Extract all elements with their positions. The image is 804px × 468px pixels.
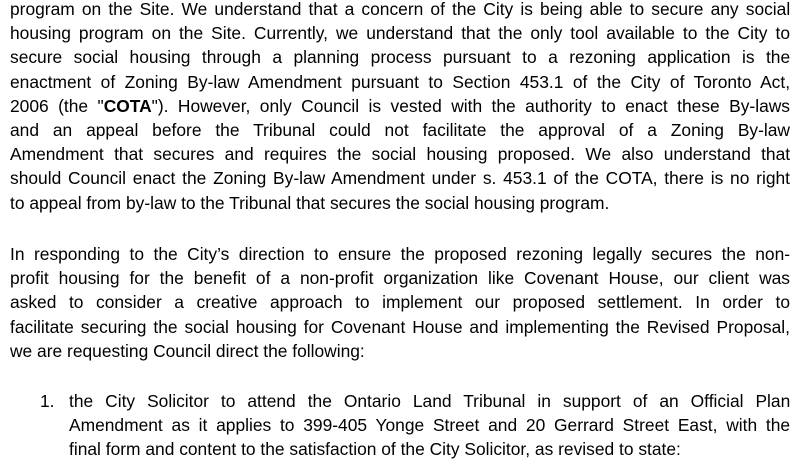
paragraph-line: should Council enact the Zoning By-law Amendment under s. 453.1 of the COTA, there is no right: [10, 168, 790, 189]
paragraph-line: housing program on the Site. Currently, we understand that the only tool available to the City to: [10, 23, 790, 44]
paragraph-line: Amendment that secures and requires the social housing proposed. We also understand that: [10, 144, 791, 165]
paragraph-line: facilitate securing the social housing for Covenant House and implementing the Revised Proposal,: [10, 316, 790, 337]
paragraph-line: [10, 94, 790, 118]
paragraph-line: secure social housing through a planning process pursuant to a rezoning application is the: [10, 47, 791, 68]
list-item: [10, 389, 790, 462]
defined-term-cota: COTA: [103, 95, 152, 116]
paragraph-line: asked to consider a creative approach to implement our proposed settlement. In order to: [10, 292, 790, 313]
paragraph-line: In responding to the City’s direction to ensure the proposed rezoning legally secures the non-: [10, 244, 791, 264]
paragraph-line: and an appeal before the Tribunal could not facilitate the approval of a Zoning By-law: [10, 119, 790, 140]
list-item-line: Amendment as it applies to 399-405 Yonge Street and 20 Gerrard Street East, with the: [69, 415, 791, 436]
paragraph-2: [10, 242, 790, 363]
list-item-body: [69, 389, 790, 462]
paragraph-line: enactment of Zoning By-law Amendment pursuant to Section 453.1 of the City of Toronto Act,: [10, 71, 791, 92]
numbered-list: [10, 389, 790, 462]
paragraph-line: program on the Site. We understand that a concern of the City is being able to secure any social: [10, 0, 791, 19]
list-item-number: 1.: [40, 391, 55, 411]
line-suffix: "). However, only Council is vested with the authority to enact these By-laws: [151, 95, 791, 116]
list-item-line: the City Solicitor to attend the Ontario Land Tribunal in support of an Official Plan: [69, 391, 791, 411]
paragraph-line: profit housing for the benefit of a non-profit organization like Covenant House, our client was: [10, 268, 790, 289]
paragraph-line: we are requesting Council direct the following:: [10, 340, 365, 361]
line-prefix: 2006 (the ": [10, 95, 104, 116]
list-item-line: final form and content to the satisfaction of the City Solicitor, as revised to state:: [69, 439, 681, 460]
paragraph-line: to appeal from by-law to the Tribunal that secures the social housing program.: [10, 192, 610, 213]
paragraph-1: [10, 0, 790, 215]
